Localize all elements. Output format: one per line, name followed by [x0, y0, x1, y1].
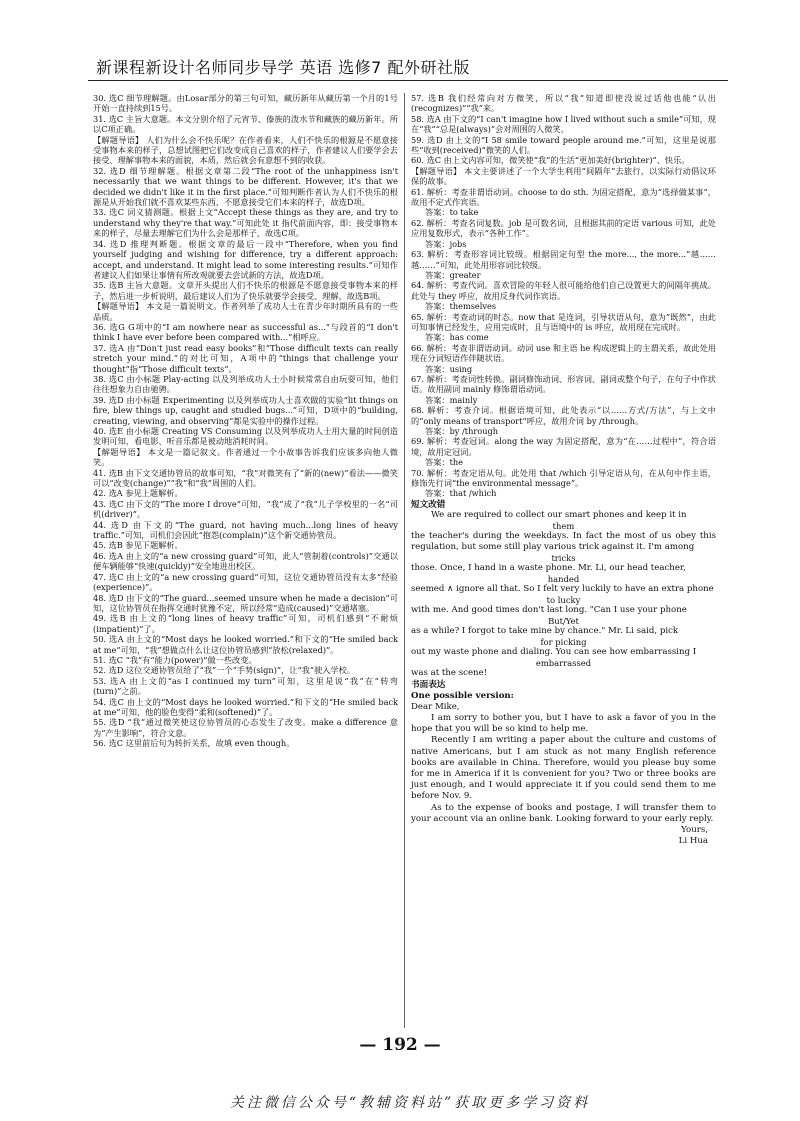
explanation-item: 31. 选C 主旨大意题。本文分别介绍了元宵节、傣族的泼水节和藏族的藏历新年。所以C项正确。: [93, 113, 398, 135]
answer-line: 答案：has come: [425, 332, 489, 343]
page-number: — 192 —: [359, 1035, 441, 1055]
error-correction-passage: [411, 510, 716, 679]
explanation-item: 47. 选C 由上文的“a new crossing guard”可知，这位交通协管员没有太多“经验(experience)”。: [93, 571, 398, 593]
answer-line: 答案：greater: [425, 269, 481, 280]
guide-paragraph: 【解题导语】 人们为什么会不快乐呢？在作者看来，人们不快乐的根源是不愿意接受事物本来的样子，总想试图把它们改变成自己喜欢的样子，作者建议人们要学会去接受、理解事物本来的面貌，本质，然后就会有意想不到的收获。: [93, 134, 398, 166]
explanation-item: 69. 解析：考查冠词。along the way 为固定搭配，意为“在……过程中”，符合语境，故用定冠词。: [411, 436, 716, 457]
explanation-item: 66. 解析：考查非谓语动词。动词 use 和主语 he 构成逻辑上的主谓关系，故此处用现在分词短语作伴随状语。: [411, 342, 716, 364]
guide-paragraph: 【解题导语】 本文是一篇记叙文。作者通过一个小故事告诉我们应该多向他人微笑。: [93, 446, 398, 468]
explanation-item: 50. 选A 由上文的“Most days he looked worried.”和下文的“He smiled back at me”可知，“我”想做点什么让这位协管员感到“放松(relaxed)”。: [93, 634, 398, 655]
explanation-item: 41. 选B 由下文交通协管员的故事可知，“我”对微笑有了“新的(new)”看法——微笑可以“改变(change)”“我”和“我”周围的人们。: [93, 467, 398, 489]
right-column: [411, 93, 716, 848]
explanation-item: 63. 解析：考查形容词比较级。根据固定句型 the more..., the more...“越……越……”可知，此处用形容词比较级。: [411, 249, 716, 270]
explanation-item: 55. 选D “我”通过微笑使这位协管员的心态发生了改变。make a difference 意为“产生影响”，符合文意。: [93, 717, 398, 738]
correction-line: those. Once, I hand in a waste phone. Mr. Li, our head teacher,: [411, 563, 686, 574]
explanation-item: 42. 选A 参见上题解析。: [93, 488, 183, 499]
explanation-item: 48. 选D 由下文的“The guard...seemed unsure when he made a decision”可知，这位协管员在指挥交通时犹豫不定，所以经常“造成(caused)”交通堵塞。: [93, 592, 398, 613]
explanation-item: 49. 选B 由上文的“long lines of heavy traffic”可知，司机们感到“不耐烦(impatient)”了。: [93, 613, 398, 634]
explanation-item: 36. 选G G项中的“I am nowhere near as successful as...”与段首的“I don't think I have ever before been compared with...”相呼应。: [93, 321, 398, 343]
explanation-item: 65. 解析：考查动词的时态。now that 是连词，引导状语从句，意为“既然”，由此可知事情已经发生，应用完成时，且与语境中的 is 呼应，故用现在完成时。: [411, 311, 716, 332]
explanation-item: 62. 解析：考查名词复数。job 是可数名词，且根据其前的定语 various 可知，此处应用复数形式，表示“各种工作”。: [411, 217, 716, 239]
footer-watermark: 关注微信公众号“教辅资料站”获取更多学习资料: [229, 1095, 591, 1111]
correction-line: We are required to collect our smart phones and keep it in: [431, 510, 687, 521]
explanation-item: 68. 解析：考查介词。根据语境可知，此处表示“以……方式/方法”，与上文中的“only means of transport”呼应，故用介词 by /through。: [411, 405, 716, 426]
explanation-item: 59. 选D 由上文的“I 58 smile toward people around me.”可知，这里是说那些“收到(received)”微笑的人们。: [411, 134, 716, 156]
writing-heading: 书面表达: [411, 680, 446, 691]
letter-closing: Yours,: [681, 825, 708, 836]
left-column: [93, 93, 398, 749]
correction-fix: for picking: [540, 637, 587, 648]
answer-explanations: [411, 93, 716, 499]
explanation-item: 61. 解析：考查非谓语动词。choose to do sth. 为固定搭配，意为“选择做某事”，故用不定式作宾语。: [411, 186, 716, 208]
explanation-item: 67. 解析：考查词性转换。副词修饰动词、形容词、副词或整个句子，在句子中作状语。故用副词 mainly 修饰谓语动词。: [411, 373, 716, 395]
explanation-item: 34. 选D 推理判断题。根据文章的最后一段中“Therefore, when you find yourself judging and wishing for difference, try a different approach: accept, and understand. It might lead to some interesting results.”可知作者建议人们如果让事情有所改观就要去尝试新的方法，故选D项。: [93, 238, 398, 280]
correction-fix: embarrassed: [535, 658, 592, 669]
running-header: 新课程新设计名师同步导学 英语 选修7 配外研社版: [96, 58, 470, 77]
correction-fix: handed: [547, 574, 580, 585]
answer-line: 答案：by /through: [425, 426, 498, 436]
correction-line: out my waste phone and dialing. You can see how embarrassing I: [411, 647, 697, 658]
letter-paragraph: I am sorry to bother you, but I have to ask a favor of you in the hope that you will be so kind to help me.: [411, 713, 716, 735]
version-label: One possible version:: [411, 690, 514, 701]
answer-line: 答案：mainly: [425, 394, 478, 405]
answer-line: 答案：themselves: [425, 301, 497, 312]
explanation-item: 58. 选A 由下文的“I can't imagine how I lived without such a smile”可知，现在“我”“总是(always)”会对周围的人微笑。: [411, 113, 716, 135]
correction-line: the teacher's during the weekdays. In fact the most of us obey this regulation, but some still play various trick against it. I'm among: [411, 531, 716, 553]
explanation-item: 39. 选D 由小标题 Experimenting 以及列举成功人士喜欢做的实验“lit things on fire, blew things up, caught and studied bugs...”可知，D项中的“building, creating, viewing, and observing”都是实验中的操作过程。: [93, 394, 398, 426]
explanation-item: 35. 选B 主旨大意题。文章开头提出人们不快乐的根源是不愿意接受事物本来的样子，然后进一步析说明，最后建议人们为了快乐就要学会接受、理解，故选B项。: [93, 280, 398, 301]
explanation-item: 52. 选D 这位交通协管员给了“我”一个“手势(sign)”，让“我”驶入学校。: [93, 665, 355, 676]
answer-line: 答案：to take: [425, 207, 479, 218]
explanation-item: 30. 选C 细节理解题。由Losar部分的第三句可知，藏历新年从藏历第一个月的1号开始一直持续到15号。: [93, 93, 398, 114]
column-divider: [404, 93, 405, 1028]
salutation: Dear Mike,: [411, 701, 460, 712]
explanation-item: 56. 选C 这里前后句为转折关系，故填 even though。: [93, 738, 295, 749]
letter-signature: Li Hua: [678, 836, 708, 847]
explanation-item: 33. 选C 词义猜测题。根据上文“Accept these things as they are, and try to understand why they're that way.”可知此处 it 指代前面内容，即：接受事物本来的样子，尽量去理解它们为什么会是那样子，故选C项。: [93, 207, 398, 239]
guide-paragraph: 【解题导语】 本文是一篇说明文。作者列举了成功人士在青少年时期所具有的一些品质。: [93, 301, 398, 322]
explanation-item: 43. 选C 由下文的“The more I drove”可知，“我”成了“我”儿子学校里的一名“司机(driver)”。: [93, 498, 398, 520]
explanation-item: 57. 选B 我们经常向对方微笑，所以“我”知道即使没说过话他也能“认出(recognizes)”“我”来。: [411, 93, 716, 114]
explanation-item: 60. 选C 由上文内容可知，微笑使“我”的生活“更加美好(brighter)”、快乐。: [411, 155, 690, 166]
guide-paragraph: 【解题导语】 本文主要讲述了一个大学生利用“间隔年”去旅行，以实际行动倡议环保的故事。: [411, 165, 716, 187]
explanation-item: 32. 选D 细节理解题。根据文章第二段“The root of the unhappiness isn't necessarily that we want things to be different. However, it's that we decided we didn't like it in the first place.”可知判断作者认为人们不快乐的根源是从开始我们就不喜欢某些东西，不愿意接受它们本来的样子，故选D项。: [93, 165, 398, 208]
answer-line: 答案：using: [425, 363, 473, 374]
answer-line: 答案：the: [425, 457, 463, 468]
explanation-item: 46. 选A 由上文的“a new crossing guard”可知，此人“管制着(controls)”交通以便车辆能够“快速(quickly)”安全地进出校区。: [93, 550, 398, 572]
explanation-item: 40. 选E 由小标题 Creating VS Consuming 以及列举成功人士用大量的时间创造发明可知，看电影、听音乐都是被动地消耗时间。: [93, 426, 398, 447]
correction-fix: them: [552, 521, 575, 532]
explanation-item: 54. 选C 由上文的“Most days he looked worried.”和下文的“He smiled back at me”可知，他的脸色变得“柔和(softened)”了。: [93, 696, 398, 717]
explanation-item: 38. 选C 由小标题 Play-acting 以及列举成功人士小时候常常自由玩耍可知，他们往往想象力自由驰骋。: [93, 373, 398, 395]
letter-paragraph: Recently I am writing a paper about the culture and customs of native Americans, but I am stuck as not many English reference books are available in China. Therefore, would you please buy some for me in America if it is convenient for you? Two or three books are just enough, and I would appreciate it if you could send them to me before Nov. 9.: [411, 735, 716, 802]
correction-line: as a while? I forgot to take mine by chance." Mr. Li said, pick: [411, 626, 679, 637]
explanation-item: 51. 选C “我”有“能力(power)”做一些改变。: [93, 654, 257, 665]
explanation-item: 70. 解析：考查定语从句。此处用 that /which 引导定语从句，在从句中作主语，修饰先行词“the environmental message”。: [411, 467, 716, 489]
explanation-item: 37. 选A 由“Don't just read easy books”和“Those difficult texts can really stretch your mind.”的对比可知，A项中的“things that challenge your thought”指“Those difficult texts”。: [93, 342, 398, 374]
correction-line: seemed ∧ ignore all that. So I felt very luckily to have an extra phone: [411, 584, 714, 595]
correction-heading: 短文改错: [411, 499, 446, 510]
letter-paragraph: As to the expense of books and postage, I will transfer them to your account via an online bank. Looking forward to your early reply.: [411, 802, 716, 824]
correction-fix: to lucky: [546, 595, 581, 606]
correction-line: was at the scene!: [411, 668, 488, 679]
header-rule: [88, 80, 728, 81]
correction-line: with me. And good times don't last long. "Can I use your phone: [411, 605, 687, 616]
correction-fix: tricks: [551, 553, 576, 564]
answer-line: 答案：that /which: [425, 488, 497, 499]
correction-fix: But/Yet: [548, 616, 579, 627]
explanation-item: 53. 选A 由上文的“as I continued my turn”可知，这里是说“我”在“转弯(turn)”之前。: [93, 675, 398, 697]
explanation-item: 64. 解析：考查代词。喜欢冒险的年轻人很可能给他们自己设置更大的间隔年挑战。此处与 they 呼应，故用反身代词作宾语。: [411, 280, 716, 301]
explanation-item: 44. 选D 由下文的“The guard, not having much...long lines of heavy traffic.”可知，司机们会因此“抱怨(complain)”这个新交通协管员。: [93, 519, 398, 541]
explanation-item: 45. 选B 参见下题解析。: [93, 540, 183, 551]
answer-line: 答案：jobs: [425, 238, 467, 249]
